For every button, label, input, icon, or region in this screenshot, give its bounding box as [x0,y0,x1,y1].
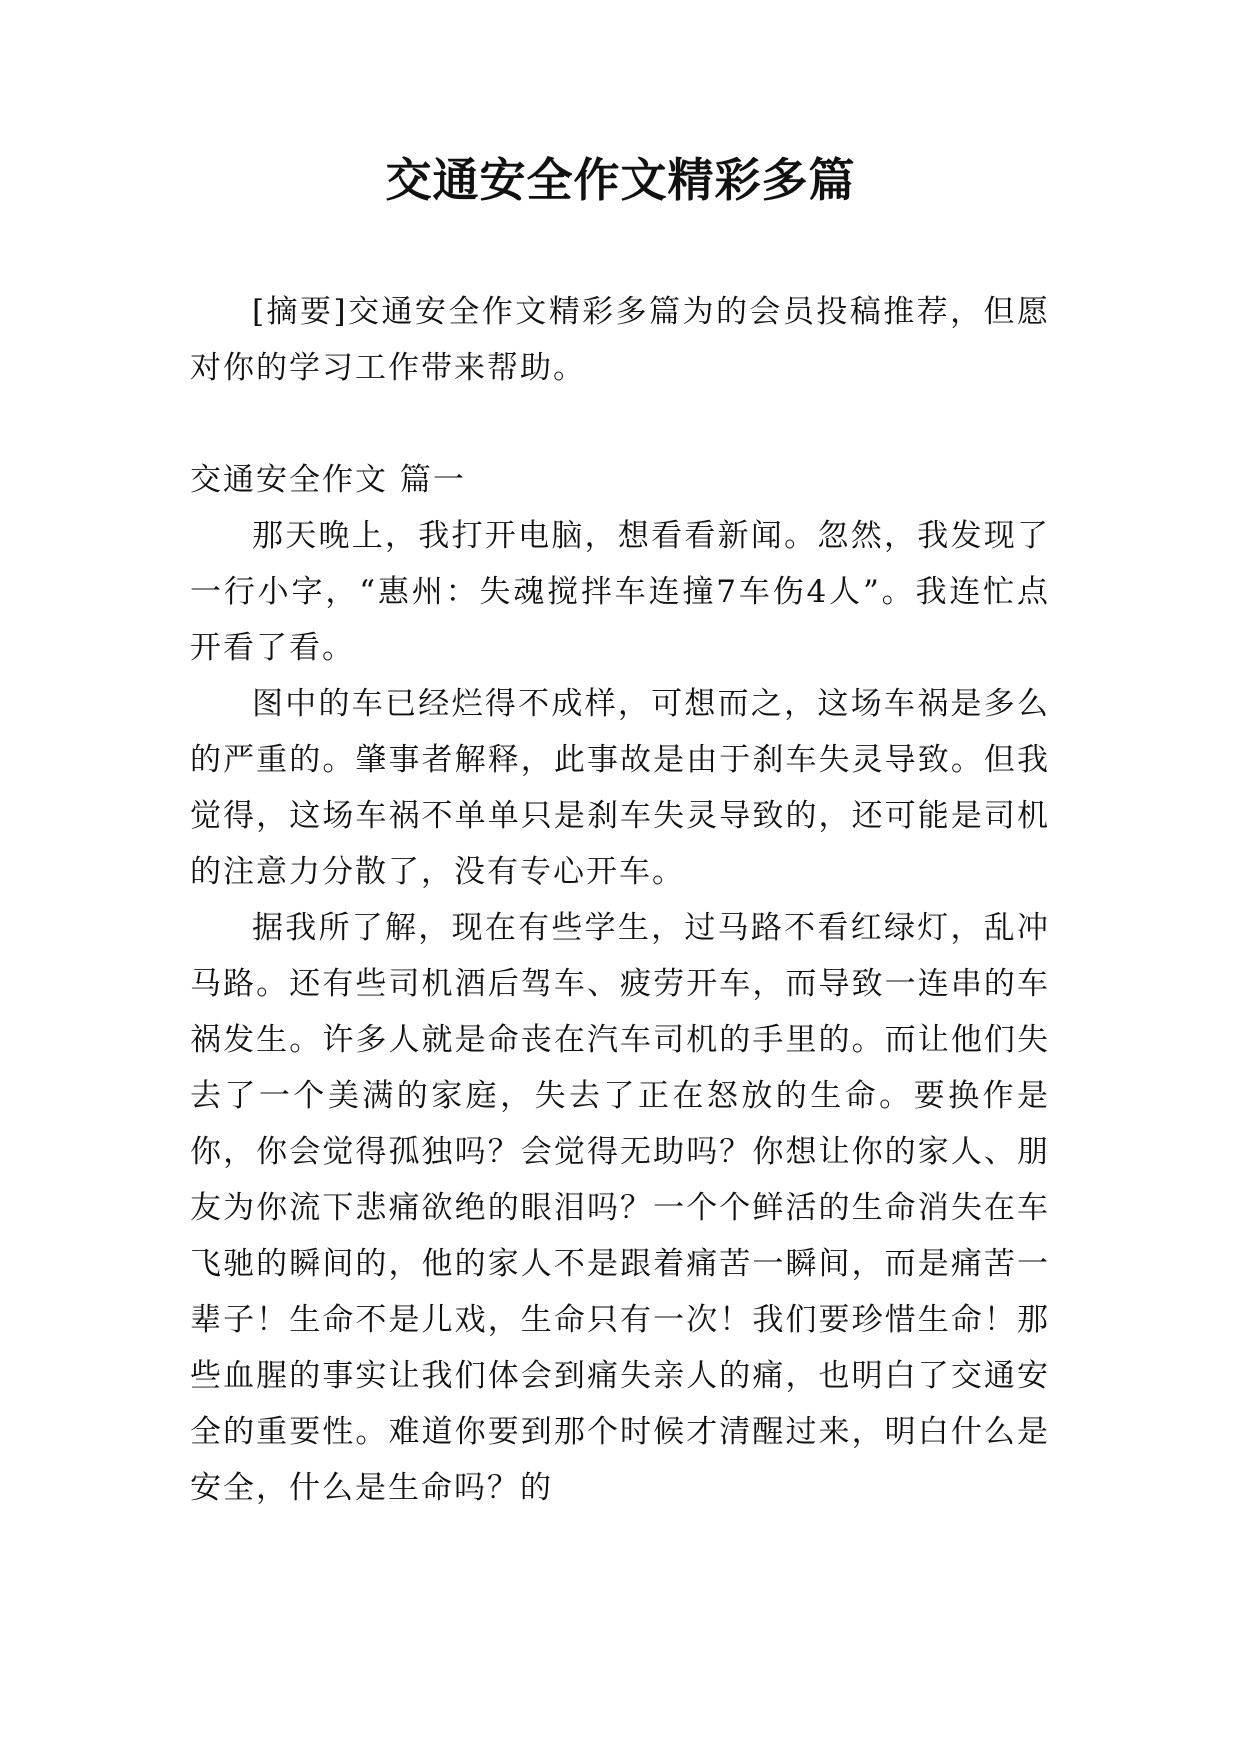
document-body [190,284,1050,1516]
document-title: 交通安全作文精彩多篇 [385,153,856,207]
abstract-paragraph: [摘要]交通安全作文精彩多篇为的会员投稿推荐，但愿对你的学习工作带来帮助。 [190,294,1050,386]
body-paragraph-3: 据我所了解，现在有些学生，过马路不看红绿灯，乱冲马路。还有些司机酒后驾车、疲劳开车，而导致一连串的车祸发生。许多人就是命丧在汽车司机的手里的。而让他们失去了一个美满的家庭，失去了正在怒放的生命。要换作是你，你会觉得孤独吗？会觉得无助吗？你想让你的家人、朋友为你流下悲痛欲绝的眼泪吗？一个个鲜活的生命消失在车飞驰的瞬间的，他的家人不是跟着痛苦一瞬间，而是痛苦一辈子！生命不是儿戏，生命只有一次！我们要珍惜生命！那些血腥的事实让我们体会到痛失亲人的痛，也明白了交通安全的重要性。难道你要到那个时候才清醒过来，明白什么是安全，什么是生命吗？的 [190,910,1050,1506]
section-heading: 交通安全作文 篇一 [190,462,466,498]
body-paragraph-2: 图中的车已经烂得不成样，可想而之，这场车祸是多么的严重的。肇事者解释，此事故是由于刹车失灵导致。但我觉得，这场车祸不单单只是刹车失灵导致的，还可能是司机的注意力分散了，没有专心开车。 [190,686,1050,890]
body-paragraph-1: 那天晚上，我打开电脑，想看看新闻。忽然，我发现了一行小字，“惠州：失魂搅拌车连撞7车伤4人”。我连忙点开看了看。 [190,518,1050,666]
